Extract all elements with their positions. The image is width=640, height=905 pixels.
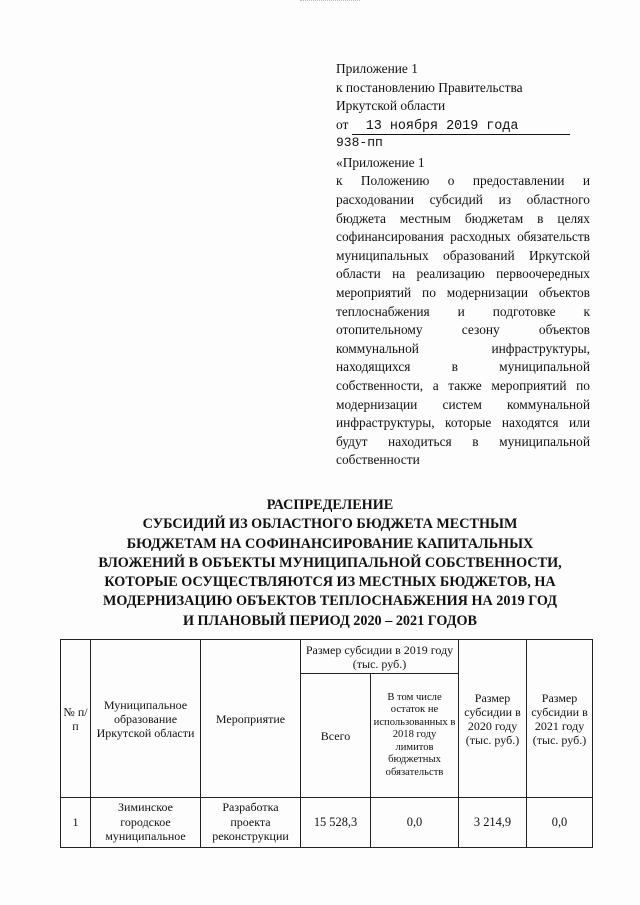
heading-line: И ПЛАНОВЫЙ ПЕРИОД 2020 – 2021 ГОДОВ	[182, 612, 478, 629]
appendix-resolution-line: к постановлению Правительства	[336, 79, 523, 95]
inner-appendix-title: «Приложение 1	[336, 154, 425, 170]
heading-line: КОТОРЫЕ ОСУЩЕСТВЛЯЮТСЯ ИЗ МЕСТНЫХ БЮДЖЕТОВ, НА	[104, 574, 556, 591]
header-unused: В том числе остаток не использованных в 2018 году лимитов бюджетных обязательств	[371, 674, 459, 798]
header-subsidy-2021: Размер субсидии в 2021 году (тыс. руб.)	[527, 640, 593, 798]
cell-subsidy-2021: 0,0	[527, 798, 593, 848]
heading-line: РАСПРЕДЕЛЕНИЕ	[266, 497, 394, 513]
cell-municipality: Зиминское городское муниципальное	[91, 798, 201, 848]
heading-line: МОДЕРНИЗАЦИЮ ОБЪЕКТОВ ТЕПЛОСНАБЖЕНИЯ НА 2019 ГОД	[103, 593, 557, 610]
header-measure: Мероприятие	[201, 640, 301, 798]
resolution-number: 938-пп	[336, 134, 383, 150]
header-subsidy-2019: Размер субсидии в 2019 году (тыс. руб.)	[301, 640, 459, 674]
date-value: 13 ноября 2019 года	[352, 119, 570, 135]
cell-subsidy-2020: 3 214,9	[459, 798, 527, 848]
table-row	[61, 798, 593, 848]
cell-total: 15 528,3	[301, 798, 371, 848]
cell-unused: 0,0	[371, 798, 459, 848]
subsidy-table	[60, 639, 593, 848]
document-heading	[60, 496, 600, 631]
date-prefix: от	[336, 116, 349, 132]
scan-artifact	[300, 0, 360, 7]
header-municipality: Муниципальное образование Иркутской области	[91, 640, 201, 798]
cell-num: 1	[61, 798, 91, 848]
header-num: № п/п	[61, 640, 91, 798]
appendix-date-line	[336, 116, 590, 135]
header-total: Всего	[301, 674, 371, 798]
inner-appendix-text: к Положению о предоставлении и расходовании субсидий из областного бюджета местным бюджетам в целях софинансирования расходных обязательств муниципальных образований Иркутской области на реализацию первоочередных мероприятий по модернизации объектов теплоснабжения и подготовке к отопительному сезону объектов коммунальной инфраструктуры, находящихся в муниципальной собственности, а также мероприятий по модернизации систем коммунальной инфраструктуры, которые находятся или будут находиться в муниципальной собственности	[336, 173, 590, 468]
heading-line: БЮДЖЕТАМ НА СОФИНАНСИРОВАНИЕ КАПИТАЛЬНЫХ	[126, 535, 534, 552]
appendix-title: Приложение 1	[336, 61, 418, 76]
cell-measure: Разработка проекта реконструкции	[201, 798, 301, 848]
heading-line: ВЛОЖЕНИЙ В ОБЪЕКТЫ МУНИЦИПАЛЬНОЙ СОБСТВЕННОСТИ,	[98, 554, 562, 571]
header-subsidy-2020: Размер субсидии в 2020 году (тыс. руб.)	[459, 640, 527, 798]
appendix-block	[336, 60, 590, 470]
heading-line: СУБСИДИЙ ИЗ ОБЛАСТНОГО БЮДЖЕТА МЕСТНЫМ	[142, 516, 518, 533]
appendix-region-line: Иркутской области	[336, 98, 446, 114]
